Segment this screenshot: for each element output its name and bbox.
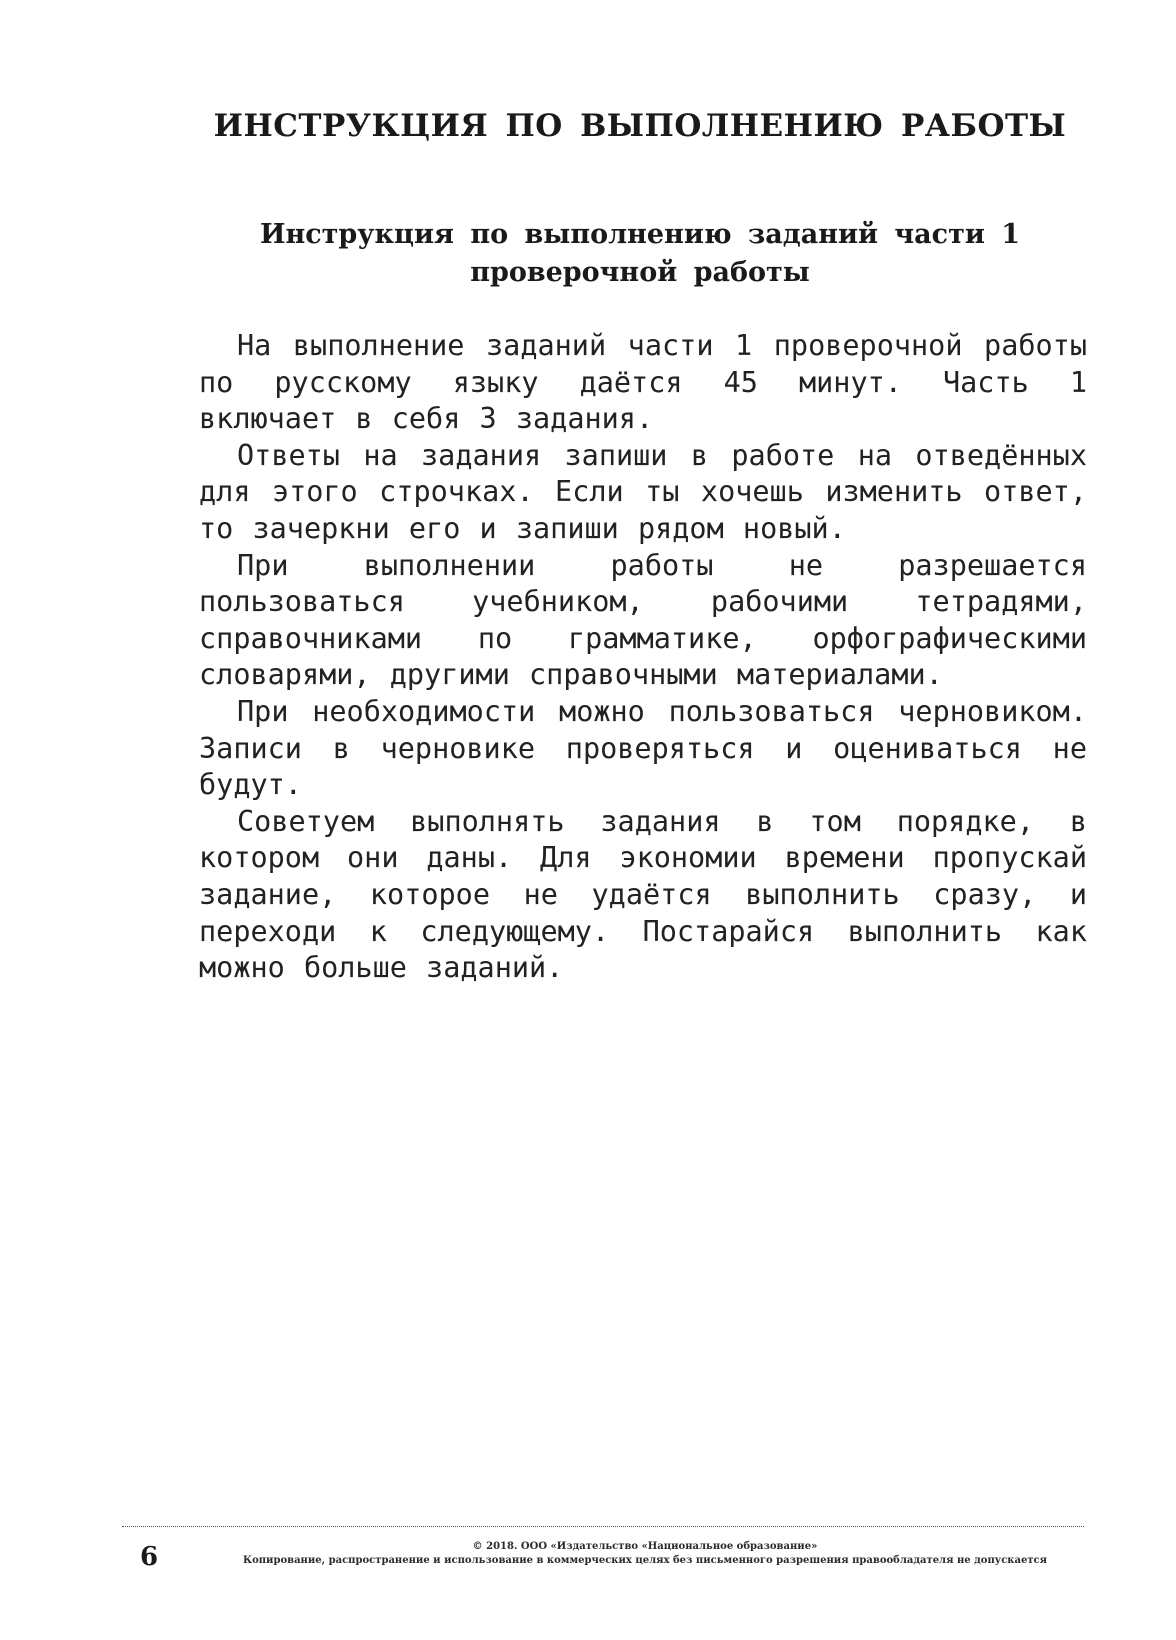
paragraph-time-limit: На выполнение заданий части 1 проверочной работы по русскому языку даётся 45 минут. Часть 1 включает в себя 3 задания. xyxy=(199,329,1087,436)
page-number: 6 xyxy=(140,1542,159,1572)
section-subtitle xyxy=(200,216,1080,292)
paragraph-answers: Ответы на задания запиши в работе на отведённых для этого строчках. Если ты хочешь изменить ответ, то зачеркни его и запиши рядом новый. xyxy=(199,438,1087,545)
copyright-line-2: Копирование, распространение и использование в коммерческих целях без письменного разрешения правообладателя не допускается xyxy=(242,1555,1048,1566)
paragraph-draft: При необходимости можно пользоваться черновиком. Записи в черновике проверяться и оцениваться не будут. xyxy=(199,694,1087,802)
subtitle-line-1: Инструкция по выполнению заданий части 1 xyxy=(259,219,1021,250)
page-title: ИНСТРУКЦИЯ ПО ВЫПОЛНЕНИЮ РАБОТЫ xyxy=(213,108,1067,144)
paragraph-advice: Советуем выполнять задания в том порядке, в котором они даны. Для экономии времени пропускай задание, которое не удаётся выполнить сразу, и переходи к следующему. Постарайся выполнить как можно больше заданий. xyxy=(199,804,1087,985)
copyright-notice xyxy=(200,1540,1090,1568)
footer-divider xyxy=(122,1526,1084,1527)
copyright-line-1: © 2018. ООО «Издательство «Национальное образование» xyxy=(472,1541,818,1552)
instructions-body xyxy=(199,328,1087,987)
subtitle-line-2: проверочной работы xyxy=(470,257,810,288)
paragraph-prohibited-materials: При выполнении работы не разрешается пользоваться учебником, рабочими тетрадями, справочниками по грамматике, орфографическими словарями, другими справочными материалами. xyxy=(199,548,1087,692)
